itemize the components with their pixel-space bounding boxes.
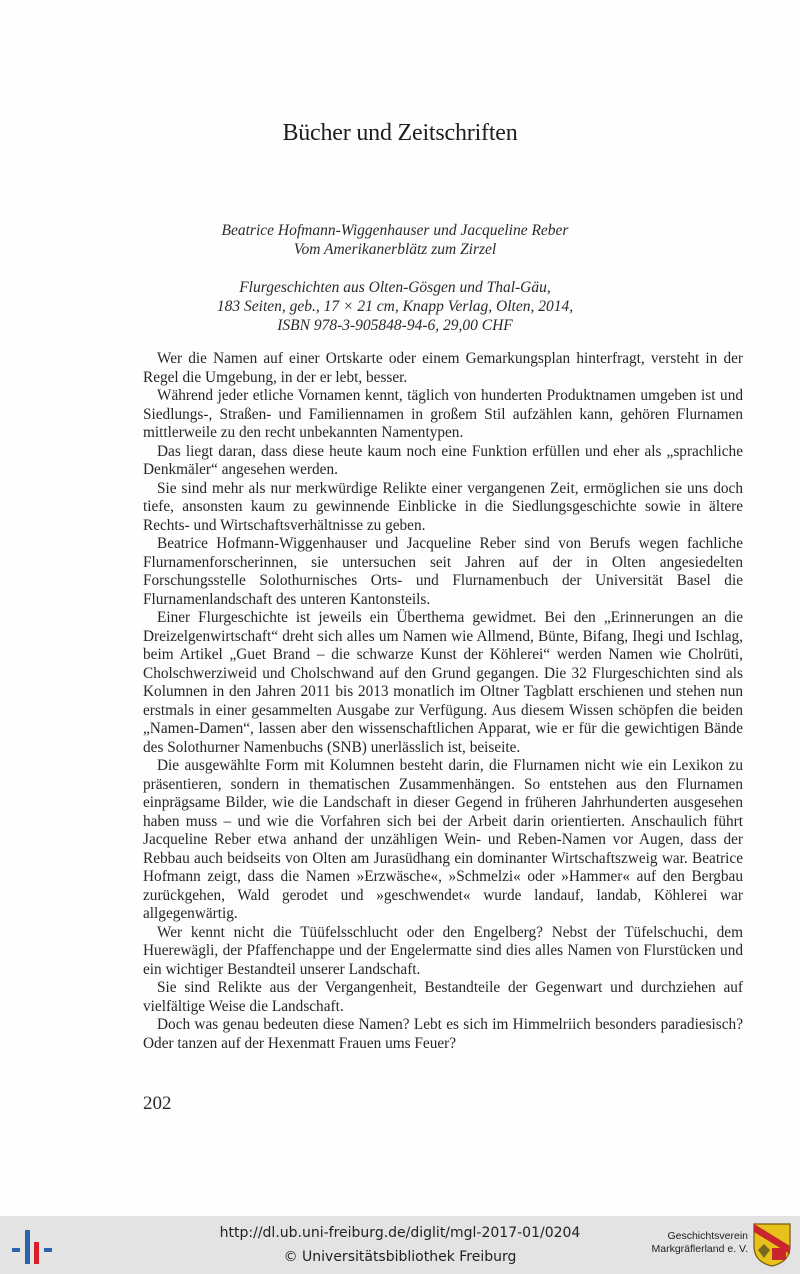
paragraph: Doch was genau bedeuten diese Namen? Lebt es sich im Himmelriich besonders paradiesisch? Oder tanzen auf der Hexenmatt Frauen ums Feuer? — [143, 1016, 743, 1052]
paragraph: Wer die Namen auf einer Ortskarte oder einem Gemarkungsplan hinterfragt, versteht in der Regel die Umgebung, in der er lebt, besser. — [143, 350, 743, 386]
paragraph: Sie sind Relikte aus der Vergangenheit, Bestandteile der Gegenwart und durchziehen auf vielfältige Weise die Landschaft. — [143, 979, 743, 1015]
book-details: 183 Seiten, geb., 17 × 21 cm, Knapp Verlag, Olten, 2014, — [216, 298, 574, 315]
page-number: 202 — [143, 1093, 172, 1114]
coat-of-arms-icon — [752, 1222, 792, 1268]
document-url-link[interactable]: http://dl.ub.uni-freiburg.de/diglit/mgl-2017-01/0204 — [219, 1225, 581, 1241]
book-title: Vom Amerikanerblätz zum Zirzel — [293, 241, 497, 258]
book-reference-details — [150, 278, 640, 335]
paragraph: Die ausgewählte Form mit Kolumnen besteht darin, die Flurnamen nicht wie ein Lexikon zu präsentieren, sondern in thematischen Zusammenhängen. So entstehen aus den Flurnamen einprägsame Bilder, wie die Landschaft in dieser Gegend in früheren Jahrhunderten ausgesehen haben muss – und wie die Vorfahren sich bei der Arbeit darin orientierten. Anschaulich führt Jacqueline Reber etwa anhand der unzähligen Wein- und Reben-Namen vor Augen, dass der Rebbau auch beidseits von Olten am Jurasüdhang ein dominanter Wirtschaftszweig war. Beatrice Hofmann zeigt, dass die Namen »Erzwäsche«, »Schmelzi« oder »Hammer« auf den Bergbau zurückgehen, Wald gerodet und »geschwendet« wurde landauf, landab, Köhlerei war allgegenwärtig. — [143, 757, 743, 922]
paragraph: Während jeder etliche Vornamen kennt, täglich von hunderten Produktnamen umgeben ist und Siedlungs-, Straßen- und Familiennamen in großem Stil aufzählen kann, gehören Flurnamen mittlerweile zu den recht unbekannten Namentypen. — [143, 387, 743, 441]
paragraph: Wer kennt nicht die Tüüfelsschlucht oder den Engelberg? Nebst der Tüfelschuchi, dem Huerewägli, der Pfaffenchappe und der Engelermatte sind dies alles Namen von Flurstücken und ein wichtiger Bestandteil unserer Landschaft. — [143, 923, 743, 978]
paragraph: Sie sind mehr als nur merkwürdige Relikte einer vergangenen Zeit, ermöglichen sie uns doch tiefe, ansonsten kaum zu gewinnende Einblicke in die Siedlungsgeschichte sowie in ältere Rechts- und Wirtschaftsverhältnisse zu geben. — [143, 479, 743, 534]
paragraph: Beatrice Hofmann-Wiggenhauser und Jacqueline Reber sind von Berufs wegen fachliche Flurnamenforscherinnen, sie untersuchen seit Jahren auf der in Olten angesiedelten Forschungsstelle Solothurnisches Orts- und Flurnamenbuch der Universität Basel die Flurnamenlandschaft des unteren Kantonsteils. — [143, 535, 743, 608]
book-isbn-price: ISBN 978-3-905848-94-6, 29,00 CHF — [277, 317, 513, 334]
university-library-logo-icon — [10, 1222, 54, 1268]
review-body — [143, 350, 743, 1053]
viewer-footer — [0, 1216, 800, 1274]
copyright-notice: © Universitätsbibliothek Freiburg — [283, 1249, 517, 1265]
book-authors: Beatrice Hofmann-Wiggenhauser und Jacqueline Reber — [221, 222, 569, 239]
paragraph: Einer Flurgeschichte ist jeweils ein Überthema gewidmet. Bei den „Erinnerungen an die Dreizelgenwirtschaft“ dreht sich alles um Namen wie Allmend, Bünte, Bifang, Ihegi und Ischlag, beim Artikel „Guet Brand – die schwarze Kunst der Köhlerei“ werden Namen wie Cholrüti, Cholschwerziweid und Cholschwand auf den Grund gegangen. Die 32 Flurgeschichten sind als Kolumnen in den Jahren 2011 bis 2013 monatlich im Oltner Tagblatt erschienen und stehen nun erstmals in einer gesammelten Ausgabe zur Verfügung. Aus diesem Wissen schöpfen die beiden „Namen-Damen“, lassen aber den wissenschaftlichen Apparat, wie er für die gewichtigen Bände des Solothurner Namenbuchs (SNB) unerlässlich ist, beiseite. — [143, 609, 743, 756]
society-line-2: Markgräflerland e. V. — [651, 1243, 748, 1255]
page-title: Bücher und Zeitschriften — [282, 120, 518, 146]
book-subtitle: Flurgeschichten aus Olten-Gösgen und Thal-Gäu, — [239, 279, 551, 296]
book-reference-header — [150, 221, 640, 259]
society-name — [628, 1230, 748, 1256]
society-line-1: Geschichtsverein — [667, 1230, 748, 1242]
paragraph: Das liegt daran, dass diese heute kaum noch eine Funktion erfüllen und eher als „sprachliche Denkmäler“ angesehen werden. — [143, 442, 743, 478]
